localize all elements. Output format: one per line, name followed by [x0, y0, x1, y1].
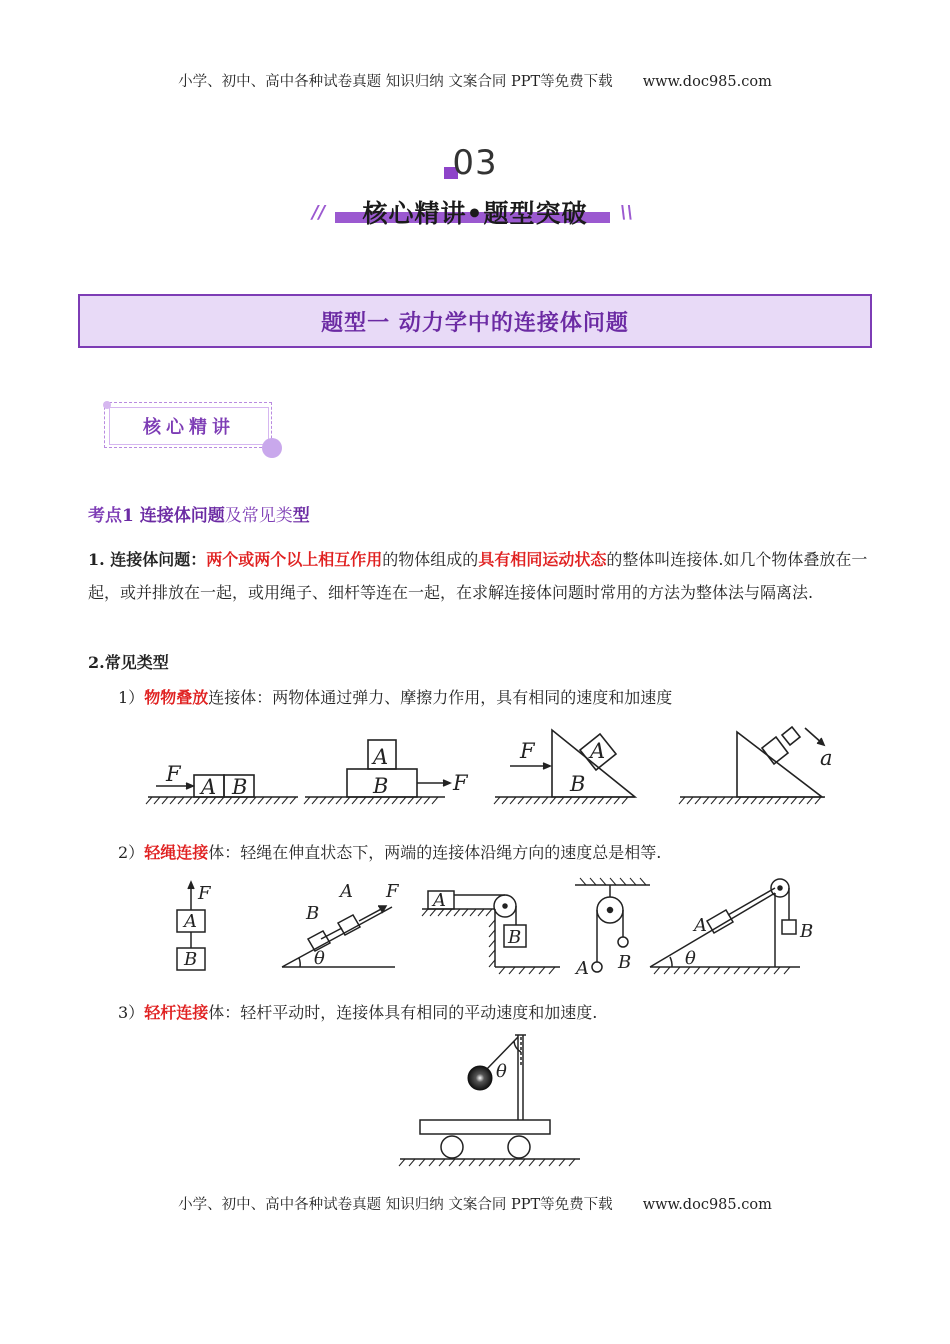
svg-text:B: B — [800, 921, 814, 942]
section-title: 核心精讲•题型突破 — [362, 199, 588, 228]
svg-text:A: A — [576, 958, 589, 979]
type-title: 题型一 动力学中的连接体问题 — [321, 310, 629, 336]
svg-text:A: A — [340, 881, 353, 902]
footer-site: www.doc985.com — [642, 1197, 772, 1213]
svg-text:A: A — [590, 739, 606, 763]
list-item: 2）轻绳连接体：轻绳在伸直状态下，两端的连接体沿绳方向的速度总是相等. — [118, 843, 662, 862]
paragraph-types-heading: 2.常见类型 — [88, 653, 169, 672]
svg-text:F: F — [520, 739, 535, 763]
svg-text:B: B — [184, 949, 198, 970]
kaodian-heading: 考点1 连接体问题及常见类型 — [88, 506, 310, 526]
svg-text:F: F — [386, 881, 399, 902]
paragraph-definition: 1. 连接体问题：两个或两个以上相互作用的物体组成的具有相同运动状态的整体叫连接体.如几个物体叠放在一起，或并排放在一起，或用绳子、细杆等连在一起，在求解连接体问题时常用的方法为整体法与隔离法. — [88, 550, 868, 602]
stacked-bodies-figures — [140, 720, 840, 810]
page-header — [0, 70, 950, 91]
section-number-text: 03 — [452, 143, 498, 183]
type-title-box — [78, 294, 872, 348]
svg-text:θ: θ — [496, 1061, 507, 1082]
svg-text:B: B — [373, 774, 389, 798]
svg-text:a: a — [820, 746, 833, 770]
svg-text:F: F — [453, 771, 468, 795]
svg-text:A: A — [201, 775, 217, 799]
svg-text:B: B — [508, 927, 522, 948]
svg-text:B: B — [306, 903, 320, 924]
footer-text: 小学、初中、高中各种试卷真题 知识归纳 文案合同 PPT等免费下载 — [178, 1197, 613, 1213]
svg-text:F: F — [166, 762, 181, 786]
svg-text:A: A — [184, 911, 197, 932]
svg-text:A: A — [694, 915, 707, 936]
ball — [468, 1066, 492, 1090]
svg-text:F: F — [198, 883, 211, 904]
slash-right-decoration: \\ — [620, 202, 634, 223]
badge-dot-decoration — [262, 438, 282, 458]
svg-text:B: B — [570, 772, 586, 796]
badge-label: 核心精讲 — [143, 417, 235, 438]
section-title-block — [0, 194, 950, 230]
cart-rod-figure — [395, 1025, 595, 1170]
svg-text:θ: θ — [685, 948, 696, 969]
section-number — [0, 143, 950, 183]
svg-text:B: B — [618, 952, 632, 973]
header-text: 小学、初中、高中各种试卷真题 知识归纳 文案合同 PPT等免费下载 — [178, 74, 613, 90]
page-footer — [0, 1193, 950, 1214]
svg-text:A: A — [373, 745, 389, 769]
header-site: www.doc985.com — [642, 74, 772, 90]
core-badge — [96, 394, 286, 464]
svg-text:A: A — [433, 890, 446, 911]
list-item: 3）轻杆连接体：轻杆平动时，连接体具有相同的平动速度和加速度. — [118, 1003, 598, 1022]
svg-text:B: B — [232, 775, 248, 799]
slash-left-decoration: // — [312, 202, 326, 223]
svg-text:θ: θ — [314, 948, 325, 969]
rope-connected-figures — [160, 875, 840, 980]
list-item: 1）物物叠放连接体：两物体通过弹力、摩擦力作用，具有相同的速度和加速度 — [118, 688, 673, 707]
